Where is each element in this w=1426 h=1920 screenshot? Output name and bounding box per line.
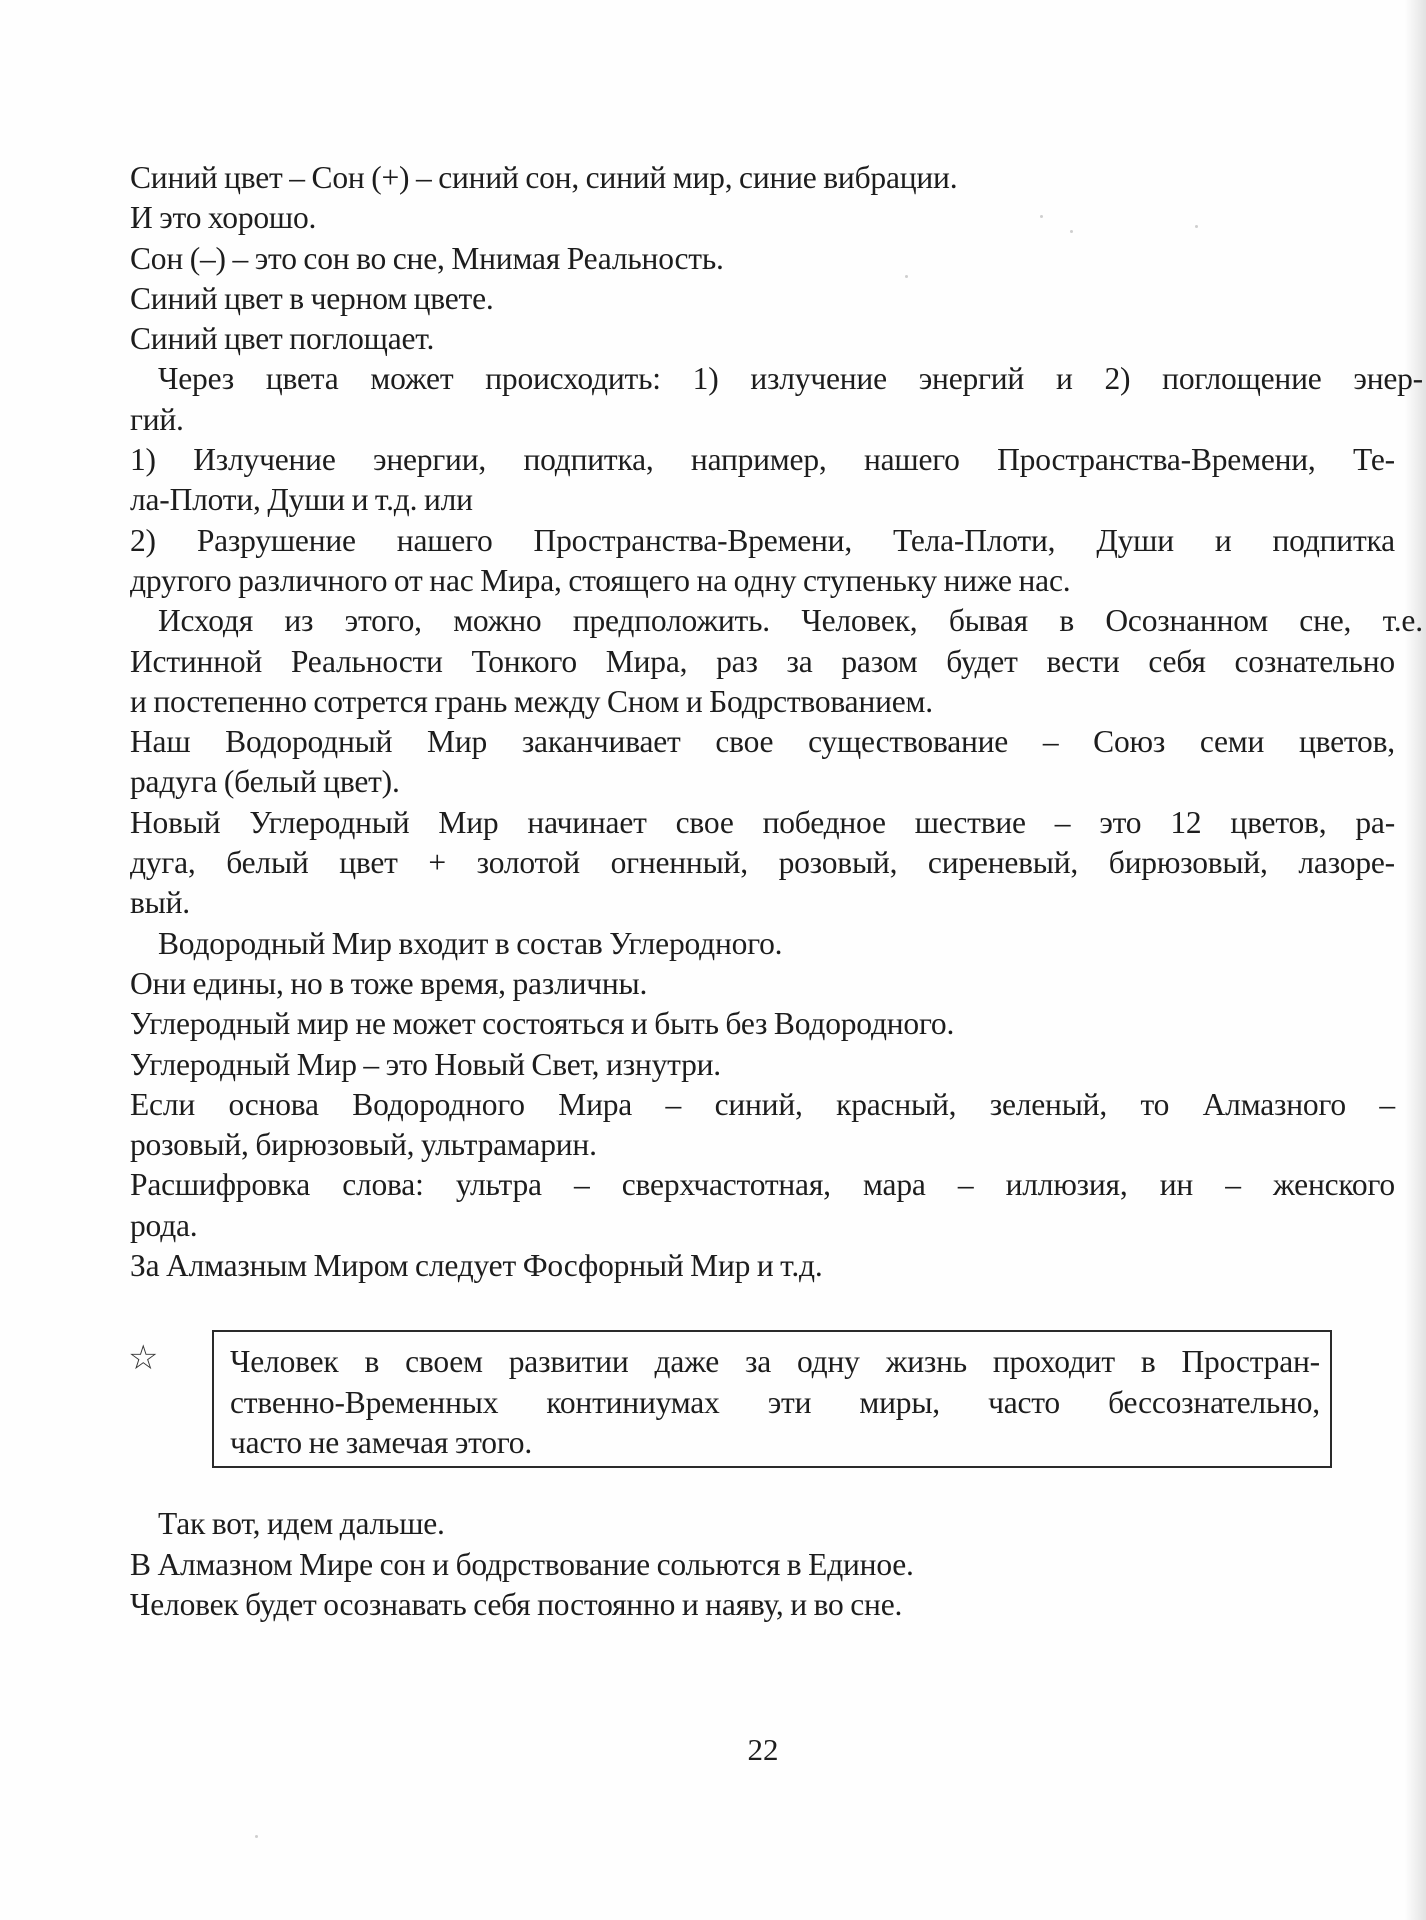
word: Осознанном (1105, 603, 1268, 639)
word: в (364, 1344, 380, 1380)
word: развитии (508, 1344, 629, 1380)
text-line: рода. (130, 1207, 198, 1243)
word: сверхчастотная, (621, 1167, 831, 1203)
word: Истинной (130, 643, 263, 679)
text-line (130, 1165, 1395, 1205)
text-line: В Алмазном Мире сон и бодрствование сольются в Единое. (130, 1546, 914, 1582)
text-line: Углеродный Мир – это Новый Свет, изнутри. (130, 1046, 721, 1082)
text-line (130, 803, 1395, 843)
word: – (1042, 724, 1059, 760)
word: может (370, 361, 454, 397)
word: энергии, (373, 442, 487, 478)
paragraph-group-top (130, 158, 1423, 1286)
word: часто (988, 1384, 1060, 1420)
body-text (128, 158, 1423, 1625)
word: золотой (476, 845, 580, 881)
word: сознательно (1234, 643, 1395, 679)
word: – (1054, 804, 1071, 840)
word: континиумах (546, 1384, 720, 1420)
word: розовый, (778, 845, 898, 881)
word: одну (796, 1344, 860, 1380)
text-line: часто не замечая этого. (230, 1424, 533, 1460)
word: Разрушение (196, 522, 356, 558)
text-line: Человек будет осознавать себя постоянно и наяву, и во сне. (130, 1586, 903, 1622)
word: Расшифровка (130, 1167, 310, 1203)
word: это (1099, 804, 1142, 840)
text-line (130, 642, 1395, 682)
word: дуга, (130, 845, 196, 881)
note-box (212, 1330, 1332, 1468)
word: Человек, (801, 603, 918, 639)
text-line: радуга (белый цвет). (130, 764, 400, 800)
word: цветов, (1230, 804, 1327, 840)
word: Тела-Плоти, (893, 522, 1056, 558)
spacer (130, 1286, 1395, 1326)
word: существование (808, 724, 1009, 760)
word: Союз (1093, 724, 1166, 760)
word: основа (228, 1086, 319, 1122)
word: раз (716, 643, 758, 679)
word: в (1059, 603, 1075, 639)
word: красный, (836, 1086, 957, 1122)
word: лазоре- (1298, 845, 1395, 881)
word: можно (453, 603, 542, 639)
word: Мира (558, 1086, 633, 1122)
word: Водородный (225, 724, 393, 760)
word: зеленый, (989, 1086, 1108, 1122)
word: миры, (859, 1384, 940, 1420)
text-line: Синий цвет поглощает. (130, 321, 435, 357)
word: будет (946, 643, 1018, 679)
word: т.е. (1382, 603, 1423, 639)
word: бывая (948, 603, 1028, 639)
word: бирюзовый, (1108, 845, 1268, 881)
word: проходит (992, 1344, 1115, 1380)
text-line: Они едины, но в тоже время, различны. (130, 965, 648, 1001)
paragraph-group-bottom (130, 1504, 1395, 1625)
text-line: За Алмазным Миром следует Фосфорный Мир и т.д. (130, 1248, 823, 1284)
word: и (1214, 522, 1232, 558)
word: разом (841, 643, 918, 679)
text-line: Сон (–) – это сон во сне, Мнимая Реальность. (130, 240, 724, 276)
word: нашего (863, 442, 960, 478)
word: – (1379, 1086, 1395, 1122)
word: ультра (455, 1167, 542, 1203)
word: своем (405, 1344, 483, 1380)
word: Водородного (352, 1086, 525, 1122)
word: Человек (230, 1344, 339, 1380)
text-line: вый. (130, 885, 190, 921)
word: за (745, 1344, 772, 1380)
word: Те- (1352, 442, 1395, 478)
page-edge-shadow (1404, 0, 1426, 1920)
word: подпитка, (523, 442, 654, 478)
text-line (130, 359, 1423, 399)
word: сне, (1299, 603, 1352, 639)
word: Излучение (193, 442, 336, 478)
word: Мир (438, 804, 499, 840)
word: Простран- (1181, 1344, 1320, 1380)
word: мара (863, 1167, 926, 1203)
word: – (957, 1167, 974, 1203)
word: сиреневый, (927, 845, 1079, 881)
text-line (130, 521, 1395, 561)
word: победное (762, 804, 886, 840)
text-line: ла-Плоти, Души и т.д. или (130, 482, 473, 518)
word: из (284, 603, 314, 639)
text-line: Углеродный мир не может состояться и быть без Водородного. (130, 1006, 955, 1042)
word: поглощение (1162, 361, 1322, 397)
word: 2) (130, 522, 156, 558)
word: Алмазного (1202, 1086, 1346, 1122)
word: слова: (342, 1167, 424, 1203)
word: Души (1096, 522, 1174, 558)
text-line (130, 843, 1395, 883)
word: заканчивает (521, 724, 681, 760)
word: свое (675, 804, 734, 840)
star-outline-icon: ☆ (128, 1340, 159, 1378)
word: в (1140, 1344, 1156, 1380)
word: 1) (130, 442, 156, 478)
word: Мира, (605, 643, 688, 679)
text-line (230, 1342, 1320, 1382)
word: Наш (130, 724, 191, 760)
text-line: другого различного от нас Мира, стоящего на одну ступеньку ниже нас. (130, 562, 1071, 598)
word: + (428, 845, 446, 881)
word: цвета (265, 361, 339, 397)
word: Углеродный (249, 804, 410, 840)
word: ра- (1355, 804, 1395, 840)
text-line: Так вот, идем дальше. (158, 1506, 445, 1542)
word: вести (1046, 643, 1120, 679)
word: себя (1148, 643, 1206, 679)
word: предположить. (572, 603, 770, 639)
text-line: и постепенно сотрется грань между Сном и Бодрствованием. (130, 683, 933, 719)
text-line: Синий цвет – Сон (+) – синий сон, синий мир, синие вибрации. (130, 160, 958, 195)
word: белый (226, 845, 309, 881)
word: ственно-Временных (230, 1384, 499, 1420)
word: цветов, (1298, 724, 1395, 760)
text-line (230, 1383, 1320, 1423)
word: Тонкого (471, 643, 577, 679)
word: Новый (130, 804, 221, 840)
word: бессознательно, (1108, 1384, 1320, 1420)
word: Пространства-Времени, (997, 442, 1316, 478)
word: Реальности (290, 643, 443, 679)
word: Мир (427, 724, 488, 760)
word: за (786, 643, 813, 679)
word: Через (158, 361, 235, 397)
word: происходить: (485, 361, 661, 397)
text-line (130, 1085, 1395, 1125)
word: излучение (750, 361, 887, 397)
word: энер- (1353, 361, 1423, 397)
word: 2) (1104, 361, 1131, 397)
note-callout (130, 1330, 1395, 1480)
word: Пространства-Времени, (533, 522, 853, 558)
text-line: И это хорошо. (130, 200, 317, 236)
text-line: гий. (130, 401, 184, 437)
scan-speck (255, 1835, 258, 1838)
word: Если (130, 1086, 195, 1122)
text-line (130, 722, 1395, 762)
word: например, (690, 442, 827, 478)
word: эти (767, 1384, 812, 1420)
word: – (574, 1167, 590, 1203)
word: жизнь (885, 1344, 967, 1380)
word: энергий (918, 361, 1025, 397)
word: подпитка (1272, 522, 1395, 558)
word: синий, (714, 1086, 803, 1122)
word: 1) (692, 361, 719, 397)
word: иллюзия, (1005, 1167, 1128, 1203)
page-number: 22 (747, 1732, 779, 1767)
word: и (1055, 361, 1073, 397)
word: даже (654, 1344, 720, 1380)
word: свое (715, 724, 774, 760)
word: – (1225, 1167, 1241, 1203)
word: то (1140, 1086, 1170, 1122)
text-line: Водородный Мир входит в состав Углеродного. (158, 925, 783, 961)
text-line (130, 440, 1395, 480)
word: огненный, (610, 845, 748, 881)
word: 12 (1170, 804, 1202, 840)
word: шествие (914, 804, 1026, 840)
word: начинает (527, 804, 647, 840)
word: этого, (344, 603, 422, 639)
word: Исходя (158, 603, 254, 639)
text-line: розовый, бирюзовый, ультрамарин. (130, 1127, 597, 1163)
word: – (665, 1086, 682, 1122)
word: семи (1199, 724, 1265, 760)
text-line (130, 601, 1423, 641)
text-line: Синий цвет в черном цвете. (130, 280, 494, 316)
word: цвет (339, 845, 398, 881)
word: ин (1159, 1167, 1194, 1203)
word: нашего (396, 522, 493, 558)
word: женского (1273, 1167, 1395, 1203)
